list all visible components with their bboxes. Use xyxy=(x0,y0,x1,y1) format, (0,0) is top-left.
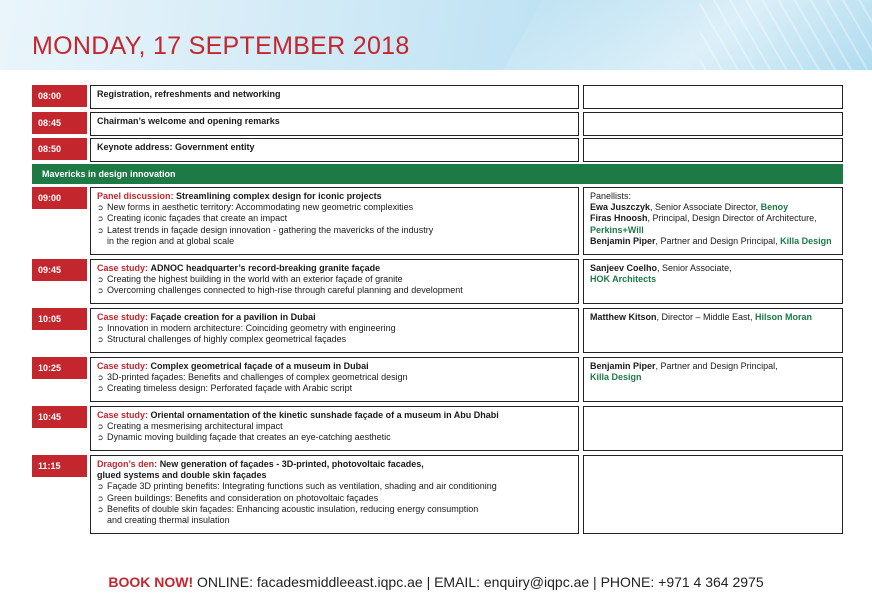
speaker: Ewa Juszczyk, Senior Associate Director, Benoy xyxy=(590,202,789,213)
session-content xyxy=(90,308,579,353)
session-content xyxy=(90,455,579,534)
bullet-arrow-icon: ➲ xyxy=(97,324,104,334)
session-title: Oriental ornamentation of the kinetic sunshade façade of a museum in Abu Dhabi xyxy=(150,410,499,420)
session-content xyxy=(90,259,579,304)
bullet-arrow-icon: ➲ xyxy=(97,225,104,235)
speaker-cell xyxy=(583,308,843,353)
speaker-cell xyxy=(583,112,843,136)
session-title: New generation of façades - 3D-printed, photovoltaic facades, xyxy=(159,459,424,469)
bullet-arrow-icon: ➲ xyxy=(97,286,104,296)
speaker-cell xyxy=(583,455,843,534)
session-title: Streamlining complex design for iconic projects xyxy=(176,191,382,201)
booking-footer xyxy=(0,573,872,591)
bullet-arrow-icon: ➲ xyxy=(97,493,104,503)
bullet-item: ➲ Dynamic moving building façade that creates an eye-catching aesthetic xyxy=(97,432,391,443)
bullet-continuation: and creating thermal insulation xyxy=(107,515,230,526)
bullet-item: ➲ Benefits of double skin façades: Enhancing acoustic insulation, reducing energy consumption xyxy=(97,503,479,514)
bullet-item: ➲ 3D-printed façades: Benefits and challenges of complex geometrical design xyxy=(97,372,408,383)
session-type: Panel discussion: xyxy=(97,191,174,201)
bullet-item: ➲ Structural challenges of highly complex geometrical façades xyxy=(97,334,347,345)
speaker-cell xyxy=(583,406,843,451)
session-content xyxy=(90,138,579,162)
panellists-heading: Panellists: xyxy=(590,191,632,201)
bullet-arrow-icon: ➲ xyxy=(97,203,104,213)
bullet-arrow-icon: ➲ xyxy=(97,275,104,285)
speaker: Benjamin Piper, Partner and Design Principal, xyxy=(590,361,778,371)
bullet-arrow-icon: ➲ xyxy=(97,335,104,345)
contact-details: ONLINE: facadesmiddleeast.iqpc.ae | EMAIL: enquiry@iqpc.ae | PHONE: +971 4 364 2975 xyxy=(193,574,764,590)
banner-pattern xyxy=(700,0,872,70)
session-type: Case study: xyxy=(97,312,149,322)
bullet-arrow-icon: ➲ xyxy=(97,214,104,224)
session-content xyxy=(90,406,579,451)
speaker: Matthew Kitson, Director – Middle East, Hilson Moran xyxy=(590,312,813,322)
session-content xyxy=(90,112,579,136)
bullet-arrow-icon: ➲ xyxy=(97,482,104,492)
session-time: 08:50 xyxy=(32,138,87,160)
speaker-organization: HOK Architects xyxy=(590,274,657,285)
session-time: 09:00 xyxy=(32,187,87,209)
bullet-item: ➲ Creating the highest building in the world with an exterior façade of granite xyxy=(97,274,403,285)
session-time: 08:00 xyxy=(32,85,87,107)
session-type: Case study: xyxy=(97,410,149,420)
bullet-item: ➲ Creating a mesmerising architectural impact xyxy=(97,421,283,432)
bullet-item: ➲ New forms in aesthetic territory: Accommodating new geometric complexities xyxy=(97,202,414,213)
session-title: Keynote address: Government entity xyxy=(97,142,255,152)
bullet-item: ➲ Overcoming challenges connected to high-rise through careful planning and development xyxy=(97,285,463,296)
session-title: Registration, refreshments and networking xyxy=(97,89,281,99)
bullet-item: ➲ Green buildings: Benefits and consideration on photovoltaic façades xyxy=(97,492,379,503)
session-title-continued: glued systems and double skin façades xyxy=(97,470,267,481)
bullet-item: ➲ Latest trends in façade design innovation - gathering the mavericks of the industry xyxy=(97,224,434,235)
session-content xyxy=(90,187,579,255)
bullet-arrow-icon: ➲ xyxy=(97,384,104,394)
session-time: 11:15 xyxy=(32,455,87,477)
session-title: Complex geometrical façade of a museum in Dubai xyxy=(150,361,369,371)
speaker: Sanjeev Coelho, Senior Associate, xyxy=(590,263,732,273)
page-title: MONDAY, 17 SEPTEMBER 2018 xyxy=(32,32,410,60)
session-type: Case study: xyxy=(97,361,149,371)
speaker-cell xyxy=(583,259,843,304)
session-content xyxy=(90,357,579,402)
session-time: 08:45 xyxy=(32,112,87,134)
session-content xyxy=(90,85,579,109)
speaker-organization: Killa Design xyxy=(590,372,642,383)
session-time: 09:45 xyxy=(32,259,87,281)
speaker-organization: Perkins+Will xyxy=(590,224,644,235)
speaker: Benjamin Piper, Partner and Design Principal, Killa Design xyxy=(590,235,832,246)
bullet-item: ➲ Innovation in modern architecture: Coinciding geometry with engineering xyxy=(97,323,396,334)
book-now-label: BOOK NOW! xyxy=(108,574,194,590)
session-type: Case study: xyxy=(97,263,149,273)
session-title: Chairman’s welcome and opening remarks xyxy=(97,116,280,126)
bullet-item: ➲ Creating iconic façades that create an impact xyxy=(97,213,288,224)
speaker-cell xyxy=(583,138,843,162)
bullet-continuation: in the region and at global scale xyxy=(107,235,235,246)
bullet-arrow-icon: ➲ xyxy=(97,433,104,443)
bullet-arrow-icon: ➲ xyxy=(97,504,104,514)
session-time: 10:05 xyxy=(32,308,87,330)
bullet-arrow-icon: ➲ xyxy=(97,422,104,432)
session-type: Dragon’s den: xyxy=(97,459,158,469)
bullet-item: ➲ Façade 3D printing benefits: Integrating functions such as ventilation, shading and air conditioning xyxy=(97,481,497,492)
speaker-cell xyxy=(583,357,843,402)
session-title: ADNOC headquarter’s record-breaking granite façade xyxy=(150,263,381,273)
session-time: 10:25 xyxy=(32,357,87,379)
session-title: Façade creation for a pavilion in Dubai xyxy=(150,312,316,322)
session-time: 10:45 xyxy=(32,406,87,428)
section-header: Mavericks in design innovation xyxy=(32,164,843,184)
speaker: Firas Hnoosh, Principal, Design Director of Architecture, xyxy=(590,213,817,224)
bullet-arrow-icon: ➲ xyxy=(97,373,104,383)
speaker-cell xyxy=(583,187,843,255)
bullet-item: ➲ Creating timeless design: Perforated façade with Arabic script xyxy=(97,383,353,394)
speaker-cell xyxy=(583,85,843,109)
